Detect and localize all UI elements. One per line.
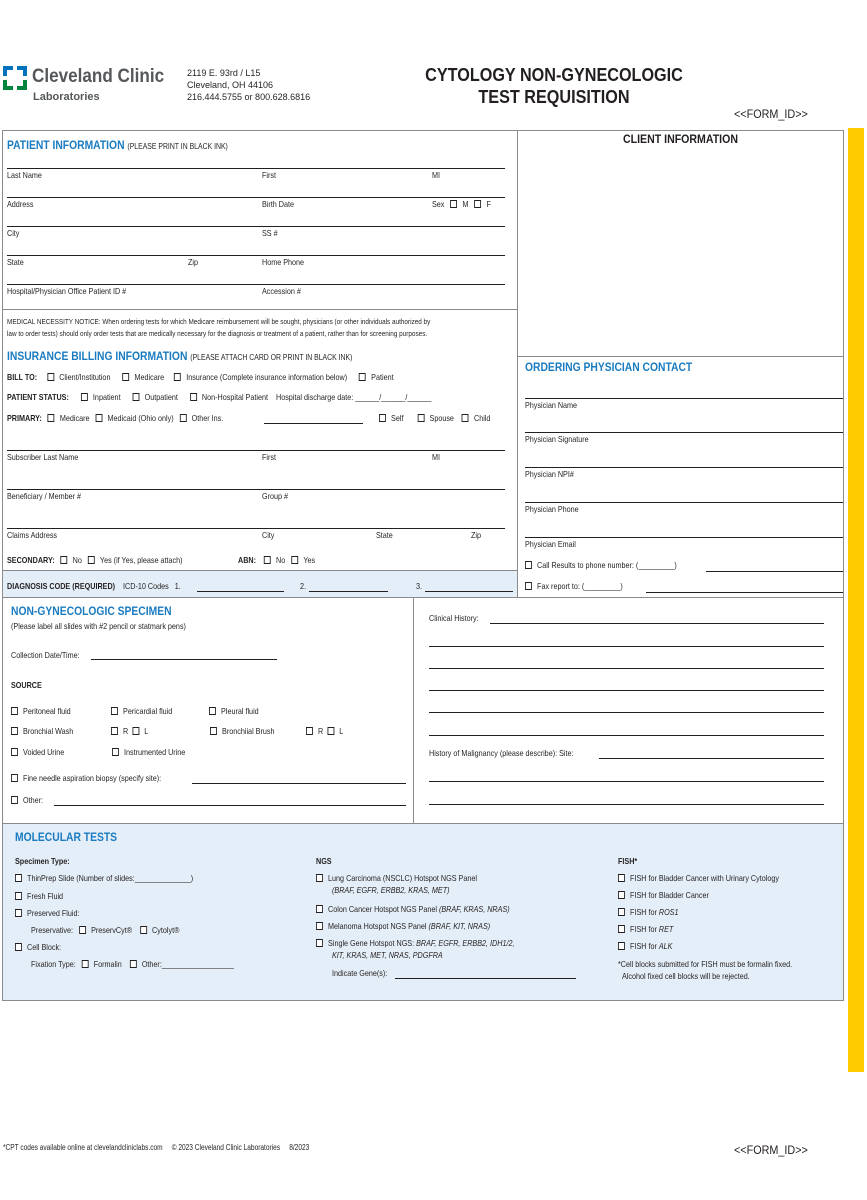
label-preserved: Preserved Fluid: — [27, 908, 80, 918]
primary-other-checkbox[interactable] — [180, 414, 187, 422]
ngs-lung-checkbox[interactable] — [316, 874, 323, 882]
label-bill-patient: Patient — [371, 372, 394, 382]
source-peritoneal — [11, 706, 71, 716]
source-bronchial-brush — [210, 726, 274, 736]
patient-status-row — [7, 392, 431, 402]
ngs-melanoma-row — [316, 921, 490, 931]
icd-code-3-input[interactable] — [425, 591, 513, 592]
field-line[interactable] — [7, 450, 505, 451]
label-city: City — [7, 228, 20, 238]
field-line[interactable] — [525, 398, 843, 399]
label-secondary-no: No — [72, 555, 82, 565]
voided-urine-checkbox[interactable] — [11, 748, 18, 756]
label-spouse: Spouse — [429, 413, 454, 423]
child-checkbox[interactable] — [462, 414, 469, 422]
brush-side — [306, 726, 343, 736]
label-brush-l: L — [339, 726, 344, 736]
other-source-checkbox[interactable] — [11, 796, 18, 804]
source-fna — [11, 773, 161, 783]
bill-to-row — [7, 372, 394, 382]
label-sub-mi: MI — [432, 452, 441, 462]
sex-field — [432, 199, 491, 209]
label-fish-for: FISH for — [630, 907, 657, 917]
label-sex: Sex — [432, 199, 445, 209]
sex-m-checkbox[interactable] — [450, 200, 457, 208]
label-clinical-history: Clinical History: — [429, 613, 479, 623]
pleural-checkbox[interactable] — [209, 707, 216, 715]
label-icd10: ICD-10 Codes — [123, 581, 169, 591]
label-wash-l: L — [144, 726, 149, 736]
label-fish-bladder: FISH for Bladder Cancer — [630, 890, 709, 900]
bill-client-checkbox[interactable] — [47, 373, 54, 381]
label-bronchial-wash: Bronchial Wash — [23, 726, 74, 736]
label-inpatient: Inpatient — [92, 392, 121, 402]
form-title — [380, 64, 728, 108]
label-bill-insurance: Insurance (Complete insurance information below) — [186, 372, 348, 382]
source-instrumented — [112, 747, 185, 757]
client-info-heading: CLIENT INFORMATION — [623, 134, 738, 146]
label-accession: Accession # — [262, 286, 301, 296]
cell-block-checkbox[interactable] — [15, 943, 22, 951]
self-checkbox[interactable] — [379, 414, 386, 422]
label-discharge-date: Hospital discharge date: — [275, 392, 354, 402]
pericardial-checkbox[interactable] — [111, 707, 118, 715]
label-specimen-type: Specimen Type: — [15, 856, 70, 866]
ngs-single-checkbox[interactable] — [316, 939, 323, 947]
sex-f-checkbox[interactable] — [474, 200, 481, 208]
yellow-edge-stripe — [848, 128, 864, 1072]
ngs-lung-genes: (BRAF, EGFR, ERBB2, KRAS, MET) — [332, 885, 450, 895]
label-ngs-lung: Lung Carcinoma (NSCLC) Hotspot NGS Panel — [328, 873, 477, 883]
physician-heading: ORDERING PHYSICIAN CONTACT — [525, 360, 693, 374]
cell-block-row — [15, 942, 61, 952]
molecular-heading: MOLECULAR TESTS — [15, 830, 118, 844]
label-abn: ABN: — [238, 555, 257, 565]
specimen-note: (Please label all slides with #2 pencil or statmark pens) — [11, 621, 186, 631]
label-pericardial: Pericardial fluid — [123, 706, 173, 716]
label-child: Child — [473, 413, 491, 423]
fixation-other-checkbox[interactable] — [130, 960, 137, 968]
brand-sub: Laboratories — [33, 91, 100, 103]
label-fna: Fine needle aspiration biopsy (specify site): — [23, 773, 162, 783]
label-secondary-yes: Yes (if Yes, please attach) — [99, 555, 183, 565]
source-voided — [11, 747, 64, 757]
fish-bladder-urinary-checkbox[interactable] — [618, 874, 625, 882]
fax-checkbox[interactable] — [525, 582, 532, 590]
secondary-no-checkbox[interactable] — [61, 556, 68, 564]
label-fish-ros1: ROS1 — [658, 907, 679, 917]
field-line[interactable] — [7, 255, 505, 256]
label-secondary: SECONDARY: — [7, 555, 55, 565]
spouse-checkbox[interactable] — [417, 414, 424, 422]
logo-mark — [3, 66, 27, 90]
label-code-3: 3. — [416, 581, 423, 591]
label-physician-email: Physician Email — [525, 539, 576, 549]
label-fax: Fax report to: (_________) — [537, 581, 623, 591]
label-malignancy: History of Malignancy (please describe): Site: — [429, 748, 574, 758]
label-patient-id: Hospital/Physician Office Patient ID # — [7, 286, 127, 296]
ngs-colon-row — [316, 904, 510, 914]
label-group: Group # — [262, 491, 289, 501]
insurance-heading: INSURANCE BILLING INFORMATION (PLEASE ATTACH CARD OR PRINT IN BLACK INK) — [7, 349, 353, 363]
label-state: State — [7, 257, 24, 267]
malignancy-line[interactable] — [429, 781, 824, 782]
label-preservative: Preservative: — [31, 925, 74, 935]
fna-checkbox[interactable] — [11, 774, 18, 782]
label-instrumented: Instrumented Urine — [124, 747, 186, 757]
preservative-row — [31, 925, 179, 935]
patient-info-heading: PATIENT INFORMATION (PLEASE PRINT IN BLACK INK) — [7, 138, 228, 152]
fish-bladder-checkbox[interactable] — [618, 891, 625, 899]
label-sex-f: F — [486, 199, 491, 209]
fna-site-input[interactable] — [192, 783, 406, 784]
form-id-top: <<FORM_ID>> — [734, 107, 808, 121]
label-cell-block: Cell Block: — [27, 942, 62, 952]
label-pleural: Pleural fluid — [221, 706, 259, 716]
clinical-history-line[interactable] — [429, 735, 824, 736]
primary-medicaid-checkbox[interactable] — [95, 414, 102, 422]
form-id-bottom: <<FORM_ID>> — [734, 1143, 808, 1157]
other-ins-input[interactable] — [264, 423, 363, 424]
label-collection: Collection Date/Time: — [11, 650, 80, 660]
indicate-genes-input[interactable] — [395, 978, 576, 979]
title-line-1: CYTOLOGY NON-GYNECOLOGIC — [425, 65, 683, 85]
label-fish-alk: ALK — [658, 941, 673, 951]
fax-input[interactable] — [646, 592, 843, 593]
label-bill-to: BILL TO: — [7, 372, 38, 382]
ngs-single-genes-2: KIT, KRAS, MET, NRAS, PDGFRA — [332, 950, 443, 960]
label-other-source: Other: — [23, 795, 44, 805]
label-fish-ret: RET — [658, 924, 674, 934]
wash-side — [111, 726, 148, 736]
source-bronchial-wash — [11, 726, 73, 736]
field-line[interactable] — [7, 226, 505, 227]
label-ss: SS # — [262, 228, 278, 238]
label-claims-address: Claims Address — [7, 530, 58, 540]
label-source: SOURCE — [11, 680, 42, 690]
label-zip: Zip — [188, 257, 199, 267]
outpatient-checkbox[interactable] — [133, 393, 140, 401]
source-other — [11, 795, 43, 805]
thinprep-checkbox[interactable] — [15, 874, 22, 882]
formalin-checkbox[interactable] — [82, 960, 89, 968]
bronchial-wash-checkbox[interactable] — [11, 727, 18, 735]
label-brush-r: R — [318, 726, 324, 736]
address-line-1: 2119 E. 93rd / L15 — [187, 68, 261, 78]
wash-r-checkbox[interactable] — [111, 727, 118, 735]
patient-info-section — [2, 130, 518, 310]
other-source-input[interactable] — [54, 805, 406, 806]
brush-r-checkbox[interactable] — [306, 727, 313, 735]
label-birth-date: Birth Date — [262, 199, 295, 209]
malignancy-site-input[interactable] — [599, 758, 824, 759]
primary-row — [7, 413, 223, 423]
label-bill-client: Client/Institution — [59, 372, 111, 382]
label-fixation-other: Other:__________________ — [141, 959, 234, 969]
label-preservcyt: PreservCyt® — [91, 925, 133, 935]
medical-necessity-notice-line-1: MEDICAL NECESSITY NOTICE: When ordering tests for which Medicare reimbursement will be sought, physicians (or other individuals authorized by — [7, 317, 431, 326]
label-ngs-melanoma: Melanoma Hotspot NGS Panel — [328, 921, 427, 931]
inpatient-checkbox[interactable] — [81, 393, 88, 401]
ngs-lung-row — [316, 873, 477, 883]
field-line[interactable] — [525, 502, 843, 503]
label-member: Beneficiary / Member # — [7, 491, 82, 501]
label-abn-yes: Yes — [303, 555, 316, 565]
label-cytolyt: Cytolyt® — [152, 925, 180, 935]
primary-medicare-checkbox[interactable] — [48, 414, 55, 422]
fax-row — [525, 581, 623, 591]
ngs-single-row — [316, 938, 514, 948]
bill-medicare-checkbox[interactable] — [122, 373, 129, 381]
clinical-history-line[interactable] — [429, 712, 824, 713]
label-primary: PRIMARY: — [7, 413, 42, 423]
fish-alk-checkbox[interactable] — [618, 942, 625, 950]
fish-ret-checkbox[interactable] — [618, 925, 625, 933]
label-claims-state: State — [376, 530, 393, 540]
relation-row — [379, 413, 490, 423]
label-subscriber-last: Subscriber Last Name — [7, 452, 79, 462]
diagnosis-row — [7, 581, 181, 591]
label-mi: MI — [432, 170, 441, 180]
source-pleural — [209, 706, 259, 716]
field-line[interactable] — [7, 528, 505, 529]
clinical-history-input[interactable] — [490, 623, 824, 624]
label-bronchial-brush: Bronchiial Brush — [222, 726, 275, 736]
label-fresh: Fresh Fluid — [27, 891, 64, 901]
bill-patient-checkbox[interactable] — [359, 373, 366, 381]
field-line[interactable] — [7, 197, 505, 198]
label-bill-medicare: Medicare — [134, 372, 165, 382]
brand-name: Cleveland Clinic — [32, 66, 165, 87]
label-ngs: NGS — [316, 856, 332, 866]
thinprep-row — [15, 873, 193, 883]
label-address: Address — [7, 199, 34, 209]
secondary-yes-checkbox[interactable] — [88, 556, 95, 564]
label-physician-signature: Physician Signature — [525, 434, 589, 444]
discharge-date-input[interactable]: ______/______/______ — [355, 392, 432, 402]
bill-insurance-checkbox[interactable] — [174, 373, 181, 381]
label-fish-for: FISH for — [630, 941, 657, 951]
label-last-name: Last Name — [7, 170, 42, 180]
field-line[interactable] — [7, 168, 505, 169]
label-peritoneal: Peritoneal fluid — [23, 706, 71, 716]
clinical-history-line[interactable] — [429, 646, 824, 647]
specimen-heading: NON-GYNECOLOGIC SPECIMEN — [11, 604, 172, 618]
ngs-colon-genes: (BRAF, KRAS, NRAS) — [438, 904, 510, 914]
preserved-row — [15, 908, 79, 918]
label-fish-bladder-urinary: FISH for Bladder Cancer with Urinary Cytology — [630, 873, 779, 883]
call-results-input[interactable] — [706, 571, 843, 572]
abn-row — [238, 555, 315, 565]
brush-l-checkbox[interactable] — [327, 727, 334, 735]
footer-text: *CPT codes available online at clevelandcliniclabs.com © 2023 Cleveland Clinic Laboratories 8/2023 — [3, 1143, 310, 1152]
fresh-row — [15, 891, 63, 901]
label-thinprep: ThinPrep Slide (Number of slides:______________) — [27, 873, 194, 883]
fish-row — [618, 941, 672, 951]
label-first: First — [262, 170, 277, 180]
call-results-checkbox[interactable] — [525, 561, 532, 569]
label-primary-medicaid: Medicaid (Ohio only) — [107, 413, 174, 423]
cytolyt-checkbox[interactable] — [140, 926, 147, 934]
medical-necessity-notice-line-2: law to order tests) should only order tests that are medically necessary for the diagnosis or treatment of a patient, rather than for screening purposes. — [7, 329, 428, 338]
malignancy-line[interactable] — [429, 804, 824, 805]
field-line[interactable] — [525, 537, 843, 538]
label-self: Self — [391, 413, 404, 423]
label-outpatient: Outpatient — [144, 392, 178, 402]
label-fixation: Fixation Type: — [31, 959, 76, 969]
field-line[interactable] — [525, 467, 843, 468]
peritoneal-checkbox[interactable] — [11, 707, 18, 715]
non-hospital-checkbox[interactable] — [190, 393, 197, 401]
label-fish-for: FISH for — [630, 924, 657, 934]
label-wash-r: R — [123, 726, 129, 736]
label-claims-city: City — [262, 530, 275, 540]
lab-phone: 216.444.5755 or 800.628.6816 — [187, 92, 311, 102]
history-section — [413, 597, 844, 824]
fixation-row — [31, 959, 234, 969]
ngs-melanoma-checkbox[interactable] — [316, 922, 323, 930]
wash-l-checkbox[interactable] — [132, 727, 139, 735]
icd-code-2-input[interactable] — [309, 591, 388, 592]
icd-code-1-input[interactable] — [197, 591, 284, 592]
label-physician-npi: Physician NPI# — [525, 469, 574, 479]
label-primary-medicare: Medicare — [59, 413, 90, 423]
label-patient-status: PATIENT STATUS: — [7, 392, 69, 402]
client-info-section — [517, 130, 844, 357]
address-line-2: Cleveland, OH 44106 — [187, 80, 274, 90]
fish-note-2: Alcohol fixed cell blocks will be rejected. — [622, 971, 750, 981]
label-code-2: 2. — [300, 581, 307, 591]
label-ngs-colon: Colon Cancer Hotspot NGS Panel — [328, 904, 437, 914]
label-fish: FISH* — [618, 856, 638, 866]
field-line[interactable] — [7, 284, 505, 285]
title-line-2: TEST REQUISITION — [478, 87, 630, 107]
secondary-row — [7, 555, 183, 565]
preserved-fluid-checkbox[interactable] — [15, 909, 22, 917]
label-primary-other: Other Ins. — [191, 413, 224, 423]
collection-input[interactable] — [91, 659, 277, 660]
fish-row — [618, 873, 779, 883]
label-formalin: Formalin — [93, 959, 122, 969]
ngs-melanoma-genes: (BRAF, KIT, NRAS) — [428, 921, 491, 931]
abn-no-checkbox[interactable] — [264, 556, 271, 564]
label-code-1: 1. — [174, 581, 181, 591]
label-sex-m: M — [462, 199, 469, 209]
ngs-colon-checkbox[interactable] — [316, 905, 323, 913]
fish-row — [618, 907, 678, 917]
label-voided: Voided Urine — [23, 747, 65, 757]
source-pericardial — [111, 706, 172, 716]
preservcyt-checkbox[interactable] — [79, 926, 86, 934]
clinical-history-line[interactable] — [429, 690, 824, 691]
label-ngs-single: Single Gene Hotspot NGS: — [328, 938, 415, 948]
label-call-results: Call Results to phone number: (_________) — [537, 560, 677, 570]
label-claims-zip: Zip — [471, 530, 482, 540]
fish-row — [618, 890, 709, 900]
fresh-fluid-checkbox[interactable] — [15, 892, 22, 900]
instrumented-urine-checkbox[interactable] — [112, 748, 119, 756]
field-line[interactable] — [7, 489, 505, 490]
label-home-phone: Home Phone — [262, 257, 305, 267]
label-non-hospital: Non-Hospital Patient — [201, 392, 268, 402]
clinical-history-line[interactable] — [429, 668, 824, 669]
ngs-single-genes-1: BRAF, EGFR, ERBB2, IDH1/2, — [416, 938, 515, 948]
label-diagnosis: DIAGNOSIS CODE (REQUIRED) — [7, 581, 116, 591]
label-abn-no: No — [276, 555, 286, 565]
label-sub-first: First — [262, 452, 277, 462]
abn-yes-checkbox[interactable] — [291, 556, 298, 564]
fish-ros1-checkbox[interactable] — [618, 908, 625, 916]
bronchial-brush-checkbox[interactable] — [210, 727, 217, 735]
field-line[interactable] — [525, 432, 843, 433]
lab-address — [187, 67, 310, 103]
fish-note-1: *Cell blocks submitted for FISH must be formalin fixed. — [618, 959, 793, 969]
label-physician-name: Physician Name — [525, 400, 578, 410]
label-physician-phone: Physician Phone — [525, 504, 579, 514]
call-results-row — [525, 560, 677, 570]
fish-row — [618, 924, 673, 934]
label-indicate-genes: Indicate Gene(s): — [332, 968, 388, 978]
